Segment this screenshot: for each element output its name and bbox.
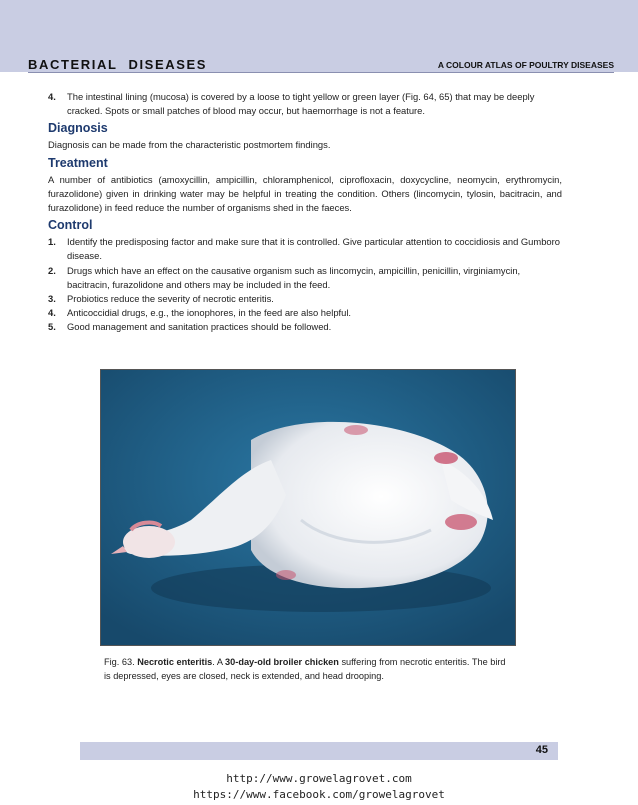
running-header: [28, 50, 614, 73]
lesion-spot: [344, 425, 368, 435]
treatment-heading: Treatment: [48, 155, 108, 170]
control-heading: Control: [48, 218, 93, 233]
item-text: Anticoccidial drugs, e.g., the ionophores, in the feed are also helpful.: [67, 307, 352, 319]
item-text: Identify the predisposing factor and make sure that it is controlled. Give particular attention to coccidiosis and Gumboro disease.: [67, 236, 560, 262]
facebook-link[interactable]: https://www.facebook.com/growelagrovet: [193, 788, 445, 801]
chicken-illustration: [101, 370, 515, 645]
item-number: 1.: [48, 236, 56, 248]
item-number: 4.: [48, 307, 56, 319]
figure-title: Necrotic enteritis: [137, 657, 213, 667]
section-title: BACTERIAL DISEASES: [28, 57, 208, 72]
treatment-text: A number of antibiotics (amoxycillin, ampicillin, chloramphenicol, ciprofloxacin, doxycycline, neomycin, erythromycin, furazolidone) given in drinking water may be helpful in treating the condition. Others (lincomycin, tylosin, bacitracin, and furazolidone) in feed reduce the number of organisms shed in the faeces.: [48, 173, 562, 214]
diagnosis-text: Diagnosis can be made from the characteristic postmortem findings.: [48, 139, 331, 151]
control-item-1: [48, 235, 562, 263]
page-number: 45: [535, 744, 548, 756]
figure-label: Fig. 63.: [104, 657, 135, 667]
lesion-spot: [276, 570, 296, 580]
control-item-5: [48, 320, 562, 334]
caption-text-a: . A: [212, 657, 226, 667]
item-text: The intestinal lining (mucosa) is covered by a loose to tight yellow or green layer (Fig. 64, 65) that may be deeply cracked. Spots or small patches of blood may occur, but haemorrhage is not a feature.: [67, 91, 535, 117]
control-item-2: [48, 264, 562, 292]
lesion-spot: [445, 514, 477, 530]
website-link[interactable]: http://www.growelagrovet.com: [226, 772, 412, 785]
lesion-spot: [434, 452, 458, 464]
item-number: 2.: [48, 264, 56, 276]
page-content: [48, 90, 562, 335]
footer-band: [80, 742, 558, 760]
control-item-4: [48, 306, 562, 320]
item-text: Probiotics reduce the severity of necrotic enteritis.: [67, 293, 274, 305]
item-number: 5.: [48, 321, 56, 333]
figure-photo-chicken: [100, 369, 516, 646]
control-item-3: [48, 292, 562, 306]
diagnosis-heading: Diagnosis: [48, 121, 108, 136]
bird-head: [123, 526, 175, 558]
item-number: 4.: [48, 91, 56, 102]
book-title: A COLOUR ATLAS OF POULTRY DISEASES: [437, 60, 614, 70]
item-text: Good management and sanitation practices should be followed.: [67, 321, 332, 333]
item-text: Drugs which have an effect on the causative organism such as lincomycin, ampicillin, penicillin, virginiamycin, bacitracin, furazolidone and others may be included in the feed.: [67, 264, 521, 290]
figure-caption: [104, 656, 508, 683]
caption-text-b: suffering from necrotic enteritis. The bird is depressed, eyes are closed, neck is extended, and head drooping.: [104, 657, 506, 681]
item-number: 3.: [48, 293, 56, 305]
intro-list-item: [48, 90, 562, 118]
figure-subject: 30-day-old broiler chicken: [225, 657, 339, 667]
